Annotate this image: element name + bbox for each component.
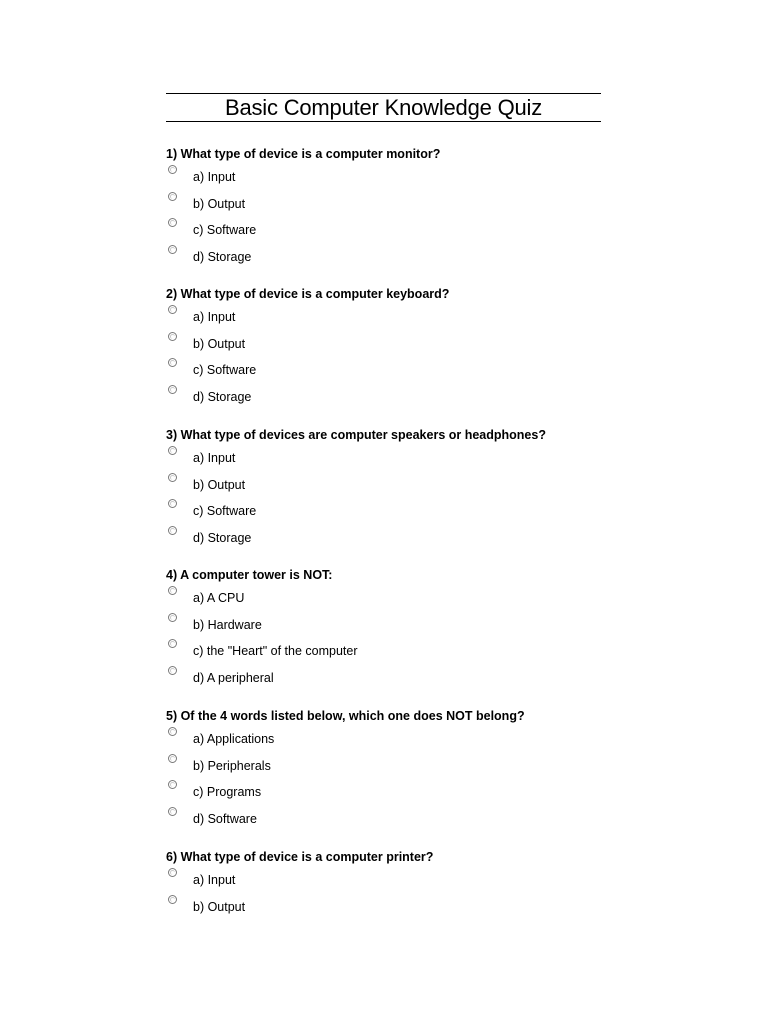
answer-option[interactable] [166, 754, 601, 781]
answer-option[interactable] [166, 639, 601, 666]
radio-button[interactable] [168, 666, 177, 675]
option-label: d) Storage [193, 389, 252, 404]
answer-option[interactable] [166, 358, 601, 385]
radio-button[interactable] [168, 385, 177, 394]
question-4 [166, 566, 601, 692]
radio-button[interactable] [168, 358, 177, 367]
quiz-page [166, 93, 601, 122]
answer-option[interactable] [166, 192, 601, 219]
answer-option[interactable] [166, 868, 601, 895]
answer-option[interactable] [166, 385, 601, 412]
option-label: a) Input [193, 170, 236, 184]
answer-option[interactable] [166, 780, 601, 807]
option-label: d) Software [193, 811, 257, 826]
radio-button[interactable] [168, 613, 177, 622]
answer-option[interactable] [166, 666, 601, 693]
radio-button[interactable] [168, 895, 177, 904]
option-label: b) Output [193, 336, 246, 351]
question-6 [166, 848, 601, 921]
option-label: d) A peripheral [193, 670, 274, 685]
answer-option[interactable] [166, 473, 601, 500]
answer-option[interactable] [166, 305, 601, 332]
quiz-title: Basic Computer Knowledge Quiz [224, 95, 543, 120]
option-label: a) A CPU [193, 591, 245, 605]
question-5 [166, 707, 601, 833]
question-text: 2) What type of device is a computer keyboard? [166, 287, 450, 301]
question-text: 5) Of the 4 words listed below, which one does NOT belong? [166, 709, 525, 723]
option-label: a) Applications [193, 732, 275, 746]
radio-button[interactable] [168, 727, 177, 736]
option-label: b) Output [193, 477, 246, 492]
title-block [166, 93, 601, 122]
option-label: b) Output [193, 196, 246, 211]
option-label: b) Output [193, 899, 246, 914]
option-label: d) Storage [193, 530, 252, 545]
option-label: c) the "Heart" of the computer [193, 644, 358, 658]
radio-button[interactable] [168, 218, 177, 227]
option-label: c) Software [193, 504, 257, 518]
radio-button[interactable] [168, 754, 177, 763]
answer-option[interactable] [166, 446, 601, 473]
radio-button[interactable] [168, 780, 177, 789]
radio-button[interactable] [168, 526, 177, 535]
option-label: c) Software [193, 223, 257, 237]
answer-option[interactable] [166, 807, 601, 834]
option-label: a) Input [193, 873, 236, 887]
radio-button[interactable] [168, 305, 177, 314]
question-text: 3) What type of devices are computer speakers or headphones? [166, 428, 546, 442]
radio-button[interactable] [168, 473, 177, 482]
answer-option[interactable] [166, 613, 601, 640]
question-1 [166, 145, 601, 271]
radio-button[interactable] [168, 446, 177, 455]
option-label: c) Programs [193, 785, 262, 799]
radio-button[interactable] [168, 499, 177, 508]
option-label: a) Input [193, 451, 236, 465]
question-text: 1) What type of device is a computer monitor? [166, 147, 441, 161]
answer-option[interactable] [166, 332, 601, 359]
radio-button[interactable] [168, 639, 177, 648]
answer-option[interactable] [166, 526, 601, 553]
option-label: c) Software [193, 363, 257, 377]
option-label: b) Hardware [193, 617, 262, 632]
radio-button[interactable] [168, 332, 177, 341]
radio-button[interactable] [168, 165, 177, 174]
question-2 [166, 285, 601, 411]
answer-option[interactable] [166, 727, 601, 754]
question-3 [166, 426, 601, 552]
radio-button[interactable] [168, 586, 177, 595]
question-text: 6) What type of device is a computer printer? [166, 850, 434, 864]
answer-option[interactable] [166, 245, 601, 272]
question-text: 4) A computer tower is NOT: [166, 568, 333, 582]
answer-option[interactable] [166, 586, 601, 613]
answer-option[interactable] [166, 895, 601, 922]
radio-button[interactable] [168, 245, 177, 254]
answer-option[interactable] [166, 499, 601, 526]
radio-button[interactable] [168, 807, 177, 816]
radio-button[interactable] [168, 192, 177, 201]
option-label: a) Input [193, 310, 236, 324]
option-label: d) Storage [193, 249, 252, 264]
answer-option[interactable] [166, 165, 601, 192]
answer-option[interactable] [166, 218, 601, 245]
option-label: b) Peripherals [193, 758, 271, 773]
radio-button[interactable] [168, 868, 177, 877]
